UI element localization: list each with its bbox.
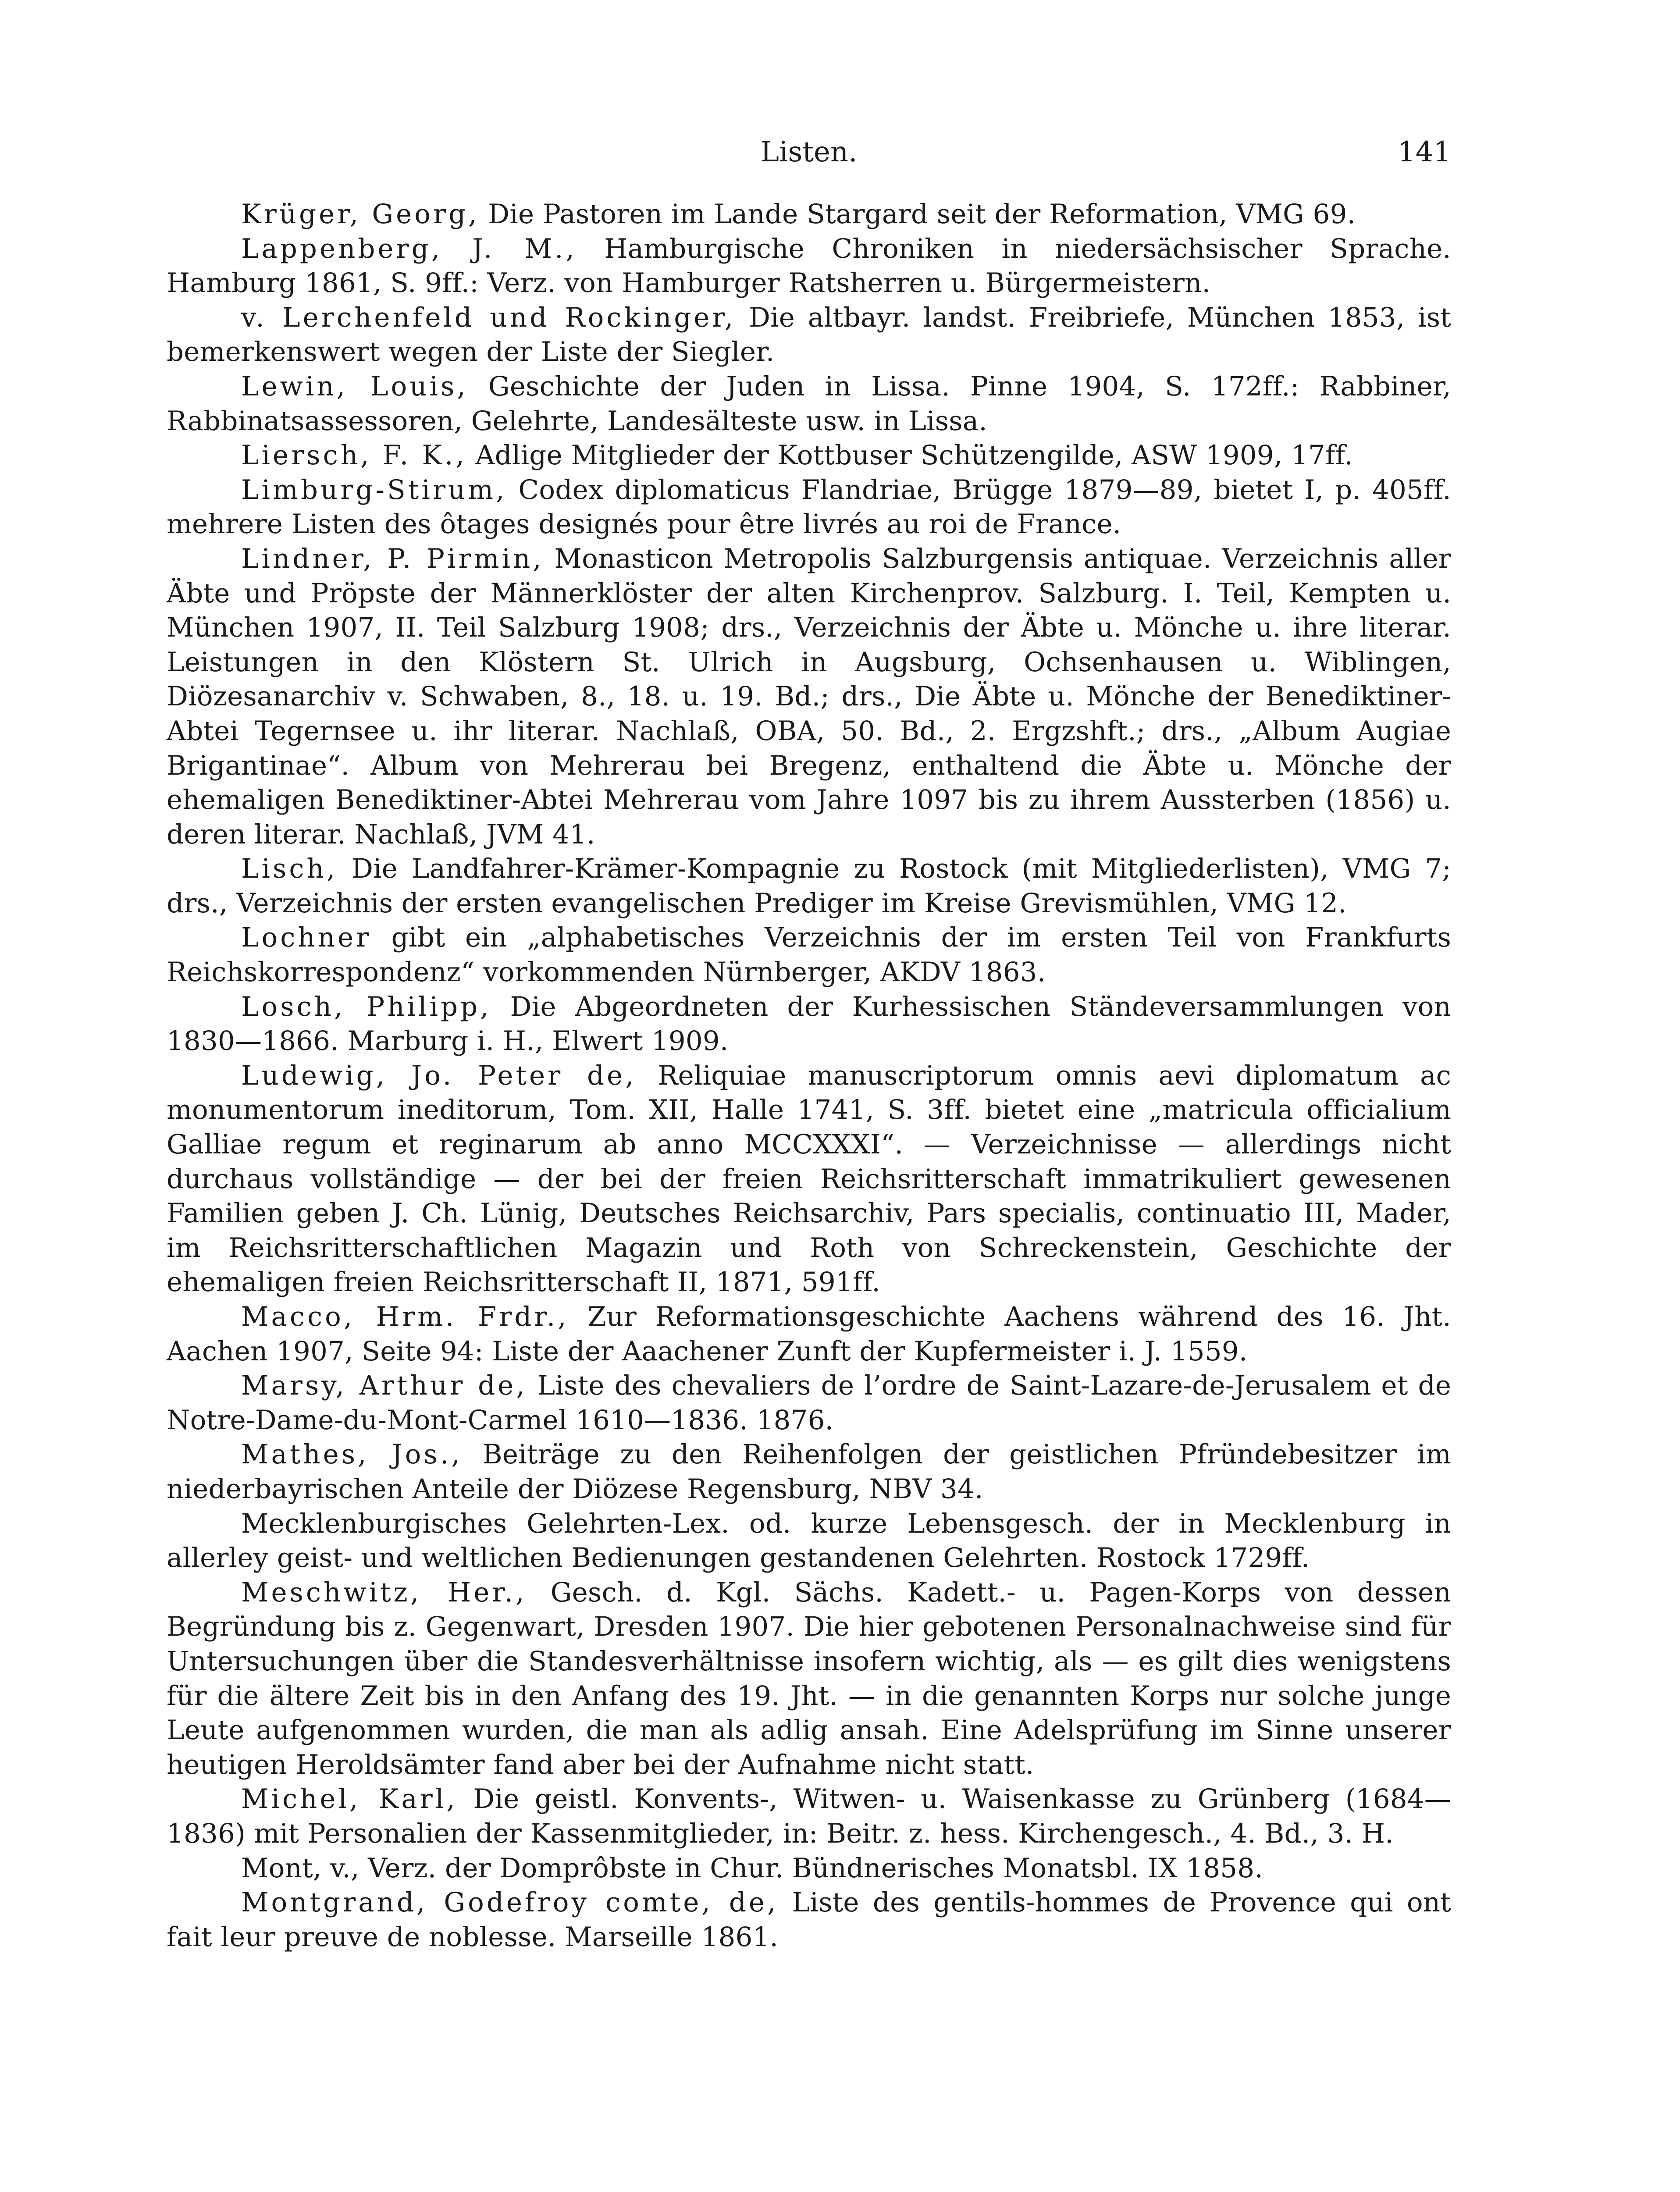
bibliography-entry [167,1300,1451,1369]
page-number: 141 [1397,136,1451,168]
bibliography-entry [167,473,1451,542]
entry-author: Mathes, Jos., [241,1439,463,1470]
bibliography-entry [167,1507,1451,1576]
entry-author: Lisch, [241,853,338,885]
bibliography-entry [167,1369,1451,1438]
bibliography-entry [167,232,1451,301]
entry-text: Gesch. d. Kgl. Sächs. Kadett.- u. Pagen-Korps von dessen Begründung bis z. Gegenwart, Dresden 1907. Die hier gebotenen Personalnachweise sind für Untersuchungen über die Standesverhältnisse insofern wichtig, als — es gilt dies wenigstens für die ältere Zeit bis in den Anfang des 19. Jht. — in die genannten Korps nur solche junge Leute aufgenommen wurden, die man als adlig ansah. Eine Adelsprüfung im Sinne unserer heutigen Heroldsämter fand aber bei der Aufnahme nicht statt. [167,1576,1451,1780]
entry-author: Lappenberg, J. M., [241,233,577,264]
bibliography-entry [167,1438,1451,1506]
bibliography-entry [167,921,1451,989]
entry-text: Adlige Mitglieder der Kottbuser Schützengilde, ASW 1909, 17ff. [466,440,1353,471]
bibliography-entry [167,1576,1451,1783]
entry-author: Losch, Philipp, [241,991,491,1022]
entry-author: Liersch, F. K., [241,440,467,471]
bibliography-entry [167,438,1451,473]
bibliography-entry [167,197,1451,232]
bibliography-entry [167,990,1451,1059]
bibliography-entry [167,301,1451,370]
bibliography-entry [167,542,1451,852]
bibliography-entry [167,852,1451,921]
entry-author: Macco, Hrm. Frdr., [241,1301,569,1332]
entry-author: Michel, Karl, [241,1783,458,1815]
bibliography-entry [167,1851,1451,1886]
entry-text: gibt ein „alphabetisches Verzeichnis der im ersten Teil von Frankfurts Reichskorrespondenz“ vorkommenden Nürnberger, AKDV 1863. [167,922,1451,988]
entry-text: Beiträge zu den Reihenfolgen der geistlichen Pfründebesitzer im niederbayrischen Anteile der Diözese Regensburg, NBV 34. [167,1439,1452,1505]
entry-author: v. Lerchenfeld und Rockinger, [241,302,736,333]
entry-text: Die Landfahrer-Krämer-Kompagnie zu Rostock (mit Mitgliederlisten), VMG 7; drs., Verzeichnis der ersten evangelischen Prediger im Kreise Grevismühlen, VMG 12. [167,853,1451,919]
entry-author: Ludewig, Jo. Peter de, [241,1060,637,1091]
entry-text: Die Pastoren im Lande Stargard seit der Reformation, VMG 69. [479,199,1356,230]
entry-author: Lochner [241,922,372,954]
entry-author: Montgrand, Godefroy comte, de, [241,1887,779,1918]
entry-text: Mont, v., Verz. der Domprôbste in Chur. Bündnerisches Monatsbl. IX 1858. [241,1852,1263,1884]
entry-text: Die altbayr. landst. Freibriefe, München 1853, ist bemerkenswert wegen der Liste der Siegler. [167,302,1451,368]
entry-text: Geschichte der Juden in Lissa. Pinne 1904, S. 172ff.: Rabbiner, Rabbinatsassessoren, Gelehrte, Landesälteste usw. in Lissa. [167,370,1451,437]
bibliography-entry [167,1059,1451,1300]
entry-text: Reliquiae manuscriptorum omnis aevi diplomatum ac monumentorum ineditorum, Tom. XII, Halle 1741, S. 3ff. bietet eine „matricula officialium Galliae regum et reginarum ab anno MCCXXXI“. — Verzeichnisse — allerdings nicht durchaus vollständige — der bei der freien Reichsritterschaft immatrikuliert gewesenen Familien geben J. Ch. Lünig, Deutsches Reichsarchiv, Pars specialis, continuatio III, Mader, im Reichsritterschaftlichen Magazin und Roth von Schreckenstein, Geschichte der ehemaligen freien Reichsritterschaft II, 1871, 591ff. [167,1060,1451,1298]
entry-author: Krüger, Georg, [241,199,480,230]
bibliography-entry [167,1886,1451,1954]
entry-text: Liste des chevaliers de l’ordre de Saint-Lazare-de-Jerusalem et de Notre-Dame-du-Mont-Carmel 1610—1836. 1876. [167,1370,1451,1436]
running-title: Listen. [760,136,858,168]
entry-text: Monasticon Metropolis Salzburgensis antiquae. Verzeichnis aller Äbte und Pröpste der Männerklöster der alten Kirchenprov. Salzburg. I. Teil, Kempten u. München 1907, II. Teil Salzburg 1908; drs., Verzeichnis der Äbte u. Mönche u. ihre literar. Leistungen in den Klöstern St. Ulrich in Augsburg, Ochsenhausen u. Wiblingen, Diözesanarchiv v. Schwaben, 8., 18. u. 19. Bd.; drs., Die Äbte u. Mönche der Benediktiner-Abtei Tegernsee u. ihr literar. Nachlaß, OBA, 50. Bd., 2. Ergzshft.; drs., „Album Augiae Brigantinae“. Album von Mehrerau bei Bregenz, enthaltend die Äbte u. Mönche der ehemaligen Benediktiner-Abtei Mehrerau vom Jahre 1097 bis zu ihrem Aussterben (1856) u. deren literar. Nachlaß, JVM 41. [167,543,1451,850]
entry-author: Meschwitz, Her., [241,1576,527,1608]
bibliography-list [167,197,1451,1954]
entry-text: Mecklenburgisches Gelehrten-Lex. od. kurze Lebensgesch. der in Mecklenburg in allerley geist- und weltlichen Bedienungen gestandenen Gelehrten. Rostock 1729ff. [167,1508,1451,1574]
book-page [167,136,1451,2192]
entry-author: Marsy, Arthur de, [241,1370,527,1402]
entry-text: Zur Reformationsgeschichte Aachens während des 16. Jht. Aachen 1907, Seite 94: Liste der Aaachener Zunft der Kupfermeister i. J. 1559. [167,1301,1451,1367]
entry-text: Hamburgische Chroniken in niedersächsischer Sprache. Hamburg 1861, S. 9ff.: Verz. von Hamburger Ratsherren u. Bürgermeistern. [167,233,1452,299]
entry-author: Lewin, Louis, [241,370,468,402]
entry-author: Limburg-Stirum, [241,474,507,505]
entry-text: Codex diplomaticus Flandriae, Brügge 1879—89, bietet I, p. 405ff. mehrere Listen des ôtages designés pour être livrés au roi de France. [167,474,1451,540]
bibliography-entry [167,1782,1451,1851]
running-head [167,136,1451,197]
entry-text: Die geistl. Konvents-, Witwen- u. Waisenkasse zu Grünberg (1684—1836) mit Personalien der Kassenmitglieder, in: Beitr. z. hess. Kirchengesch., 4. Bd., 3. H. [167,1783,1451,1849]
entry-text: Die Abgeordneten der Kurhessischen Ständeversammlungen von 1830—1866. Marburg i. H., Elwert 1909. [167,991,1451,1057]
entry-author: Lindner, P. Pirmin, [241,543,544,574]
bibliography-entry [167,370,1451,438]
entry-text: Liste des gentils-hommes de Provence qui ont fait leur preuve de noblesse. Marseille 1861. [167,1887,1451,1953]
